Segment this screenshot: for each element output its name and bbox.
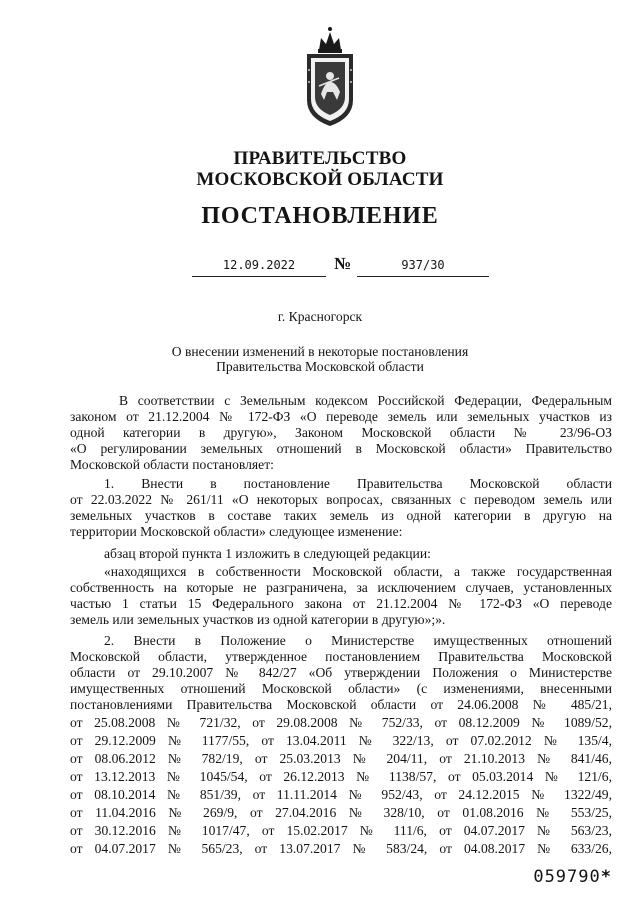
body-line: земель или земельных участков из одной категории в другую»;». xyxy=(70,612,446,627)
body-line: от 13.12.2013 № 1045/54, от 26.12.2013 № 1138/57, от 05.03.2014 № 121/6, xyxy=(70,769,612,784)
serial-number xyxy=(533,867,612,887)
body-line: земельных участков в составе таких земель из одной категории в другую на xyxy=(70,508,612,523)
body-line: территории Московской области» следующее изменение: xyxy=(70,524,403,539)
document-number: 937/30 xyxy=(357,258,489,277)
body-line: от 04.07.2017 № 565/23, от 13.07.2017 № 583/24, от 04.08.2017 № 633/26, xyxy=(70,841,612,856)
document-title: ПОСТАНОВЛЕНИЕ xyxy=(201,203,439,229)
body-line: от 08.10.2014 № 851/39, от 11.11.2014 № 952/43, от 24.12.2015 № 1322/49, xyxy=(70,787,612,802)
body-line: от 30.12.2016 № 1017/47, от 15.02.2017 № 111/6, от 04.07.2017 № 563/23, xyxy=(70,823,612,838)
body-line: от 22.03.2022 № 261/11 «О некоторых вопросах, связанных с переводом земель или xyxy=(70,492,612,507)
body-line: от 25.08.2008 № 721/32, от 29.08.2008 № 752/33, от 08.12.2009 № 1089/52, xyxy=(70,715,612,730)
body-line: от 29.12.2009 № 1177/55, от 13.04.2011 № 322/13, от 07.02.2012 № 135/4, xyxy=(70,733,612,748)
body-line: области от 29.10.2007 № 842/27 «Об утверждении Положения о Министерстве xyxy=(70,665,612,680)
body-line: законом от 21.12.2004 № 172-ФЗ «О переводе земель или земельных участков из xyxy=(70,409,612,424)
body-line: «О регулировании земельных отношений в Московской области» Правительство xyxy=(70,441,612,456)
body-line: 1. Внести в постановление Правительства Московской области xyxy=(104,476,612,491)
serial-digits: 059790 xyxy=(533,867,601,887)
body-line: В соответствии с Земельным кодексом Российской Федерации, Федеральным xyxy=(119,393,612,408)
body-line: Московской области, утвержденное постановлением Правительства Московской xyxy=(70,649,612,664)
subject-line-2: Правительства Московской области xyxy=(216,359,424,374)
body-line: собственность на которые не разграничена, за исключением случаев, установленных xyxy=(70,580,612,595)
body-line: от 08.06.2012 № 782/19, от 25.03.2013 № 204/11, от 21.10.2013 № 841/46, xyxy=(70,751,612,766)
body-line: от 11.04.2016 № 269/9, от 27.04.2016 № 328/10, от 01.08.2016 № 553/25, xyxy=(70,805,612,820)
body-line: постановлениями Правительства Московской области от 24.06.2008 № 485/21, xyxy=(70,697,612,712)
star-icon: * xyxy=(600,867,612,887)
coat-of-arms-emblem xyxy=(299,20,361,138)
city: г. Красногорск xyxy=(277,309,363,324)
body-line: имущественных отношений Московской области» (с изменениями, внесенными xyxy=(70,681,612,696)
government-name-line1: ПРАВИТЕЛЬСТВО xyxy=(233,148,407,169)
body-line: «находящихся в собственности Московской области, а также государственная xyxy=(104,564,612,579)
subject-line-1: О внесении изменений в некоторые постановления xyxy=(171,344,469,359)
government-name-line2: МОСКОВСКОЙ ОБЛАСТИ xyxy=(196,169,444,190)
number-sign: № xyxy=(334,254,352,273)
body-line: абзац второй пункта 1 изложить в следующей редакции: xyxy=(104,546,431,561)
body-line: Московской области постановляет: xyxy=(70,457,274,472)
body-line: 2. Внести в Положение о Министерстве имущественных отношений xyxy=(104,633,612,648)
body-line: частью 1 статьи 15 Федерального закона от 21.12.2004 № 172-ФЗ «О переводе xyxy=(70,596,612,611)
body-line: одной категории в другую», Законом Московской области № 23/96-ОЗ xyxy=(70,425,612,440)
document-date: 12.09.2022 xyxy=(192,258,326,277)
